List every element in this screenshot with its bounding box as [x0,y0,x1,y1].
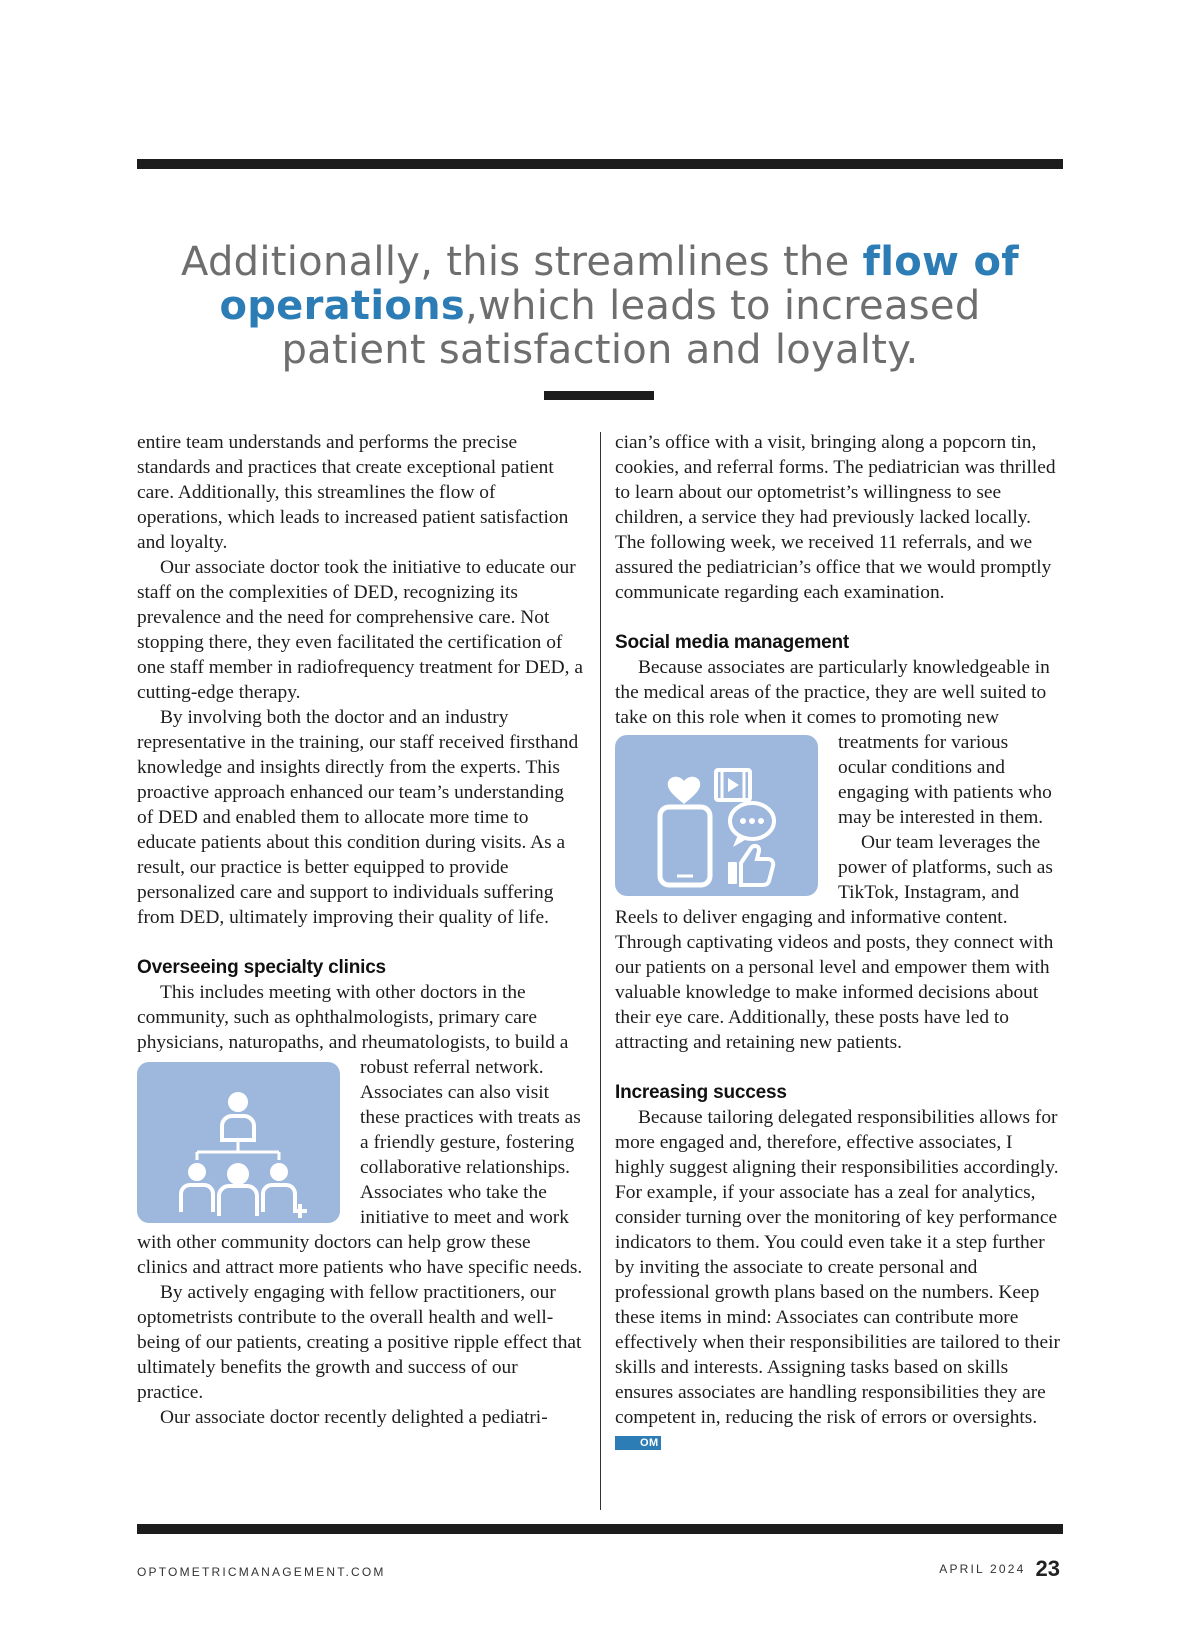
paragraph-last [615,1105,1061,1455]
om-end-badge: OM [615,1436,661,1450]
referral-network-icon [137,1062,340,1223]
top-rule [137,159,1063,169]
right-column [615,430,1061,1455]
clinic-illustration [137,1062,340,1223]
paragraph: By involving both the doctor and an industry representative in the training, our staff received firsthand knowledge and insights directly from the experts. This proactive approach enhanced our team’s understanding of DED and enabled them to allocate more time to educate patients about this condition during visits. As a result, our practice is better equipped to provide personalized care and support to individuals suffering from DED, ultimately improving their quality of life. [137,707,579,928]
section-heading: Increasing success [615,1082,787,1103]
paragraph: Our team leverages the power of platforms, such as TikTok, Instagram, and Reels to deliver engaging and informative content. Through captivating videos and posts, they connect with our patients on a personal level and empower them with valuable knowledge to make informed decisions about their eye care. Additionally, these posts have led to attracting and retaining new patients. [615,832,1054,1053]
footer-issue-page [939,1556,1060,1582]
section-heading: Overseeing specialty clinics [137,957,386,978]
footer-issue: APRIL 2024 [939,1562,1026,1576]
section-heading: Social media management [615,632,850,653]
paragraph: Our associate doctor recently delighted a pediatri- [160,1407,548,1428]
column-divider [600,432,601,1510]
paragraph: This includes meeting with other doctors in the community, such as ophthalmologists, primary care physicians, naturopaths, and rheumatologists, to build a robust referral network. Associates can also visit these practices with treats as a friendly gesture, fostering collaborative relationships. Associates who take the initiative to meet and work with other community doctors can help grow these clinics and attract more patients who have specific needs. [137,982,583,1278]
bottom-rule [137,1524,1063,1534]
paragraph: cian’s office with a visit, bringing along a popcorn tin, cookies, and referral forms. The pediatrician was thrilled to learn about our optometrist’s willingness to see children, a service they had previously lacked locally. The following week, we received 11 referrals, and we assured the pediatrician’s office that we would promptly communicate regarding each examination. [615,432,1056,603]
paragraph: Our associate doctor took the initiative to educate our staff on the complexities of DED, recognizing its prevalence and the need for comprehensive care. Not stopping there, they even facilitated the certification of one staff member in radiofrequency treatment for DED, a cutting-edge therapy. [137,557,583,703]
paragraph-text: Because tailoring delegated responsibilities allows for more engaged and, therefore, effective associates, I highly suggest aligning their responsibilities accordingly. For example, if your associate has a zeal for analytics, consider turning over the monitoring of key performance indicators to them. You could even take it a step further by inviting the associate to create personal and professional growth plans based on the numbers. Keep these items in mind: Associates can contribute more effectively when their responsibilities are tailored to their skills and interests. Assigning tasks based on skills ensures associates are handling responsibilities they are competent in, reducing the risk of errors or oversights. [615,1107,1060,1428]
social-media-icon [615,735,818,896]
footer-site: OPTOMETRICMANAGEMENT.COM [137,1565,386,1579]
social-illustration [615,735,818,896]
paragraph: entire team understands and performs the precise standards and practices that create exceptional patient care. Additionally, this streamlines the flow of operations, which leads to increased patient satisfaction and loyalty. [137,432,569,553]
paragraph: Because associates are particularly knowledgeable in the medical areas of the practice, they are well suited to take on this role when it comes to promoting new treatments for various ocular conditions and engaging with patients who may be interested in them. [615,655,1061,830]
left-column [137,430,583,1430]
page-number: 23 [1035,1556,1060,1581]
pull-quote-text: Additionally, this streamlines the [181,239,863,285]
pull-quote-highlight: flow of operations [219,239,1019,329]
pull-quote-text-end: ,which leads to increased patient satisfaction and loyalty. [281,283,981,373]
pull-quote [150,240,1050,372]
paragraph: By actively engaging with fellow practitioners, our optometrists contribute to the overall health and well-being of our patients, creating a positive ripple effect that ultimately benefits the growth and success of our practice. [137,1282,582,1403]
pull-quote-divider [544,391,654,400]
